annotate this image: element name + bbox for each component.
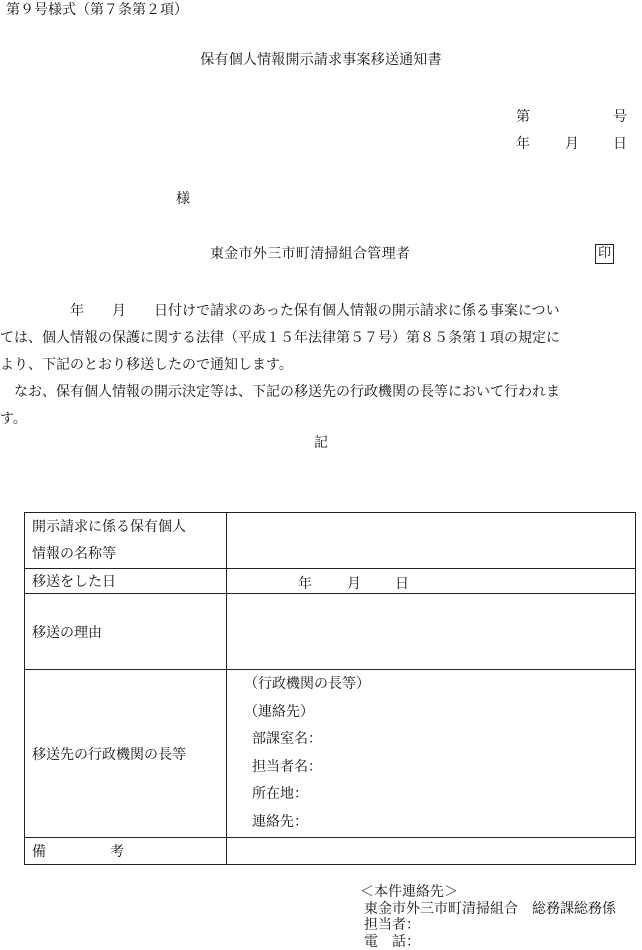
number-suffix: 号 xyxy=(613,109,627,125)
date-month-label: 月 xyxy=(565,136,579,152)
remarks-field[interactable] xyxy=(227,838,636,865)
transfer-reason-label: 移送の理由 xyxy=(25,594,227,670)
table-row xyxy=(25,670,636,838)
transfer-date-label: 移送をした日 xyxy=(25,569,227,594)
table-row xyxy=(25,513,636,569)
form-number: 第９号様式（第７条第２項） xyxy=(6,2,188,18)
transfer-date-month: 月 xyxy=(347,573,361,593)
transfer-date-year: 年 xyxy=(298,573,312,593)
transfer-reason-field[interactable] xyxy=(227,594,636,670)
contact-phone: 電 話： xyxy=(360,934,616,950)
info-name-field[interactable] xyxy=(227,513,636,569)
body-line: 年 月 日付けで請求のあった保有個人情報の開示請求に係る事案につい xyxy=(0,298,642,325)
destination-field[interactable] xyxy=(227,670,636,838)
contact-label: 連絡先： xyxy=(244,809,635,837)
table-row xyxy=(25,838,636,865)
number-prefix: 第 xyxy=(516,109,530,125)
person-in-charge-label: 担当者名： xyxy=(244,754,635,782)
transfer-date-day: 日 xyxy=(395,573,409,593)
contact-info xyxy=(360,884,616,950)
transfer-date-field[interactable] xyxy=(227,569,636,594)
department-label: 部課室名： xyxy=(244,726,635,754)
destination-label: 移送先の行政機関の長等 xyxy=(25,670,227,838)
seal-box: 印 xyxy=(595,244,614,264)
notice-body xyxy=(0,298,642,433)
info-name-label xyxy=(25,513,227,569)
remarks-label-char1: 備 xyxy=(32,844,46,860)
record-heading: 記 xyxy=(0,435,642,451)
remarks-label-char2: 考 xyxy=(110,844,124,860)
remarks-label xyxy=(25,838,227,865)
body-line: す。 xyxy=(0,406,642,433)
sender-name: 東金市外三市町清掃組合管理者 xyxy=(210,246,410,262)
transfer-details-table xyxy=(24,512,636,865)
destination-contact-label: （連絡先） xyxy=(244,699,635,727)
table-row xyxy=(25,569,636,594)
info-name-label-line1: 開示請求に係る保有個人 xyxy=(32,519,186,535)
body-line: ては、個人情報の保護に関する法律（平成１５年法律第５７号）第８５条第１項の規定に xyxy=(0,325,642,352)
date-year-label: 年 xyxy=(516,136,530,152)
table-row xyxy=(25,594,636,670)
date-day-label: 日 xyxy=(613,136,627,152)
document-title: 保有個人情報開示請求事案移送通知書 xyxy=(0,52,642,68)
contact-heading: ＜本件連絡先＞ xyxy=(360,884,616,901)
destination-head-label: （行政機関の長等） xyxy=(244,671,635,699)
recipient-honorific: 様 xyxy=(176,191,190,207)
address-label: 所在地： xyxy=(244,781,635,809)
contact-person: 担当者： xyxy=(360,917,616,934)
contact-organization: 東金市外三市町清掃組合 総務課総務係 xyxy=(360,901,616,918)
body-line: なお、保有個人情報の開示決定等は、下記の移送先の行政機関の長等において行われま xyxy=(0,379,642,406)
body-line: より、下記のとおり移送したので通知します。 xyxy=(0,352,642,379)
info-name-label-line2: 情報の名称等 xyxy=(32,546,116,562)
